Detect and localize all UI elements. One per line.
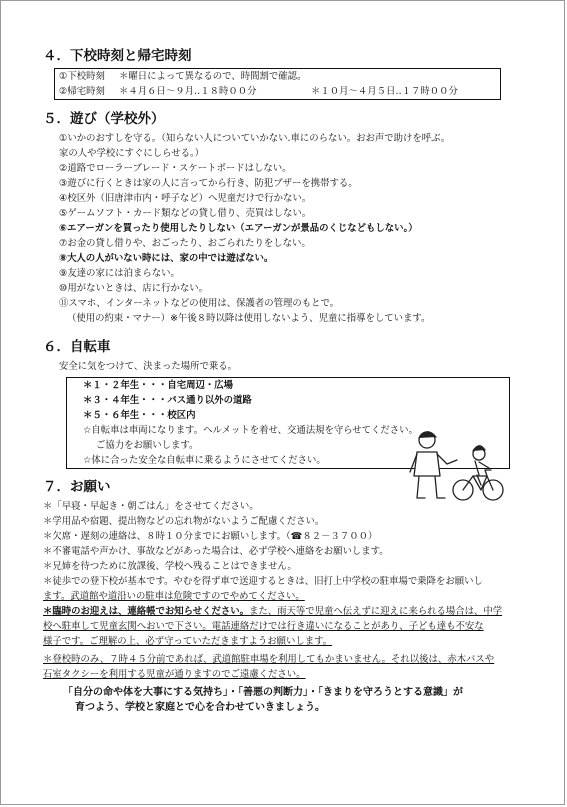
request-item: 様子です。ご理解の上、必ず守っていただきますようお願いします。 (43, 636, 333, 647)
home-time-winter: ＊１０月～４月５日‥１７時００分 (311, 86, 458, 97)
request-item: ＊「早寝・早起き・朝ごはん」をさせてください。 (43, 501, 259, 512)
home-time-summer: ＊４月６日～９月‥１８時００分 (119, 86, 257, 97)
section-4-heading: ４．下校時刻と帰宅時刻 (43, 48, 192, 64)
section-4-box (54, 68, 501, 100)
home-time-label: ②帰宅時刻 (59, 86, 105, 97)
request-item: ＊不審電話や声かけ、事故などがあった場合は、必ず学校へ連絡をお願いします。 (43, 546, 389, 557)
request-item: ＊欠席・遅刻の連絡は、８時１０分までにお願いします。（☎８２－３７００） (43, 531, 378, 542)
request-item: 石室タクシーを利用する児童が通りますのでご遠慮ください。 (43, 669, 306, 680)
temporary-pickup-notice: ＊臨時のお迎えは、連絡帳でお知らせください。 (43, 606, 249, 617)
request-item: ます。武道館や道沿いの駐車は危険ですのでやめてください。 (43, 591, 305, 602)
grade-area-rule: ＊５・６年生・・・校区内 (83, 410, 196, 421)
request-item: ＊兄姉を待つために放課後、学校へ残ることはできません。 (43, 561, 297, 572)
rule-item: ⑨友達の家には泊まらない。 (59, 268, 180, 279)
rule-item: ②道路でローラーブレード・スケートボードはしない。 (59, 163, 292, 174)
request-item: ＊登校時のみ、７時４５分前であれば、武道館駐車場を利用してもかまいません。それ以後は、赤木バスや (43, 654, 495, 665)
request-item: 校へ駐車して児童玄関へおいで下さい。電話連絡だけでは行き違いになることがあり、子ども達も不安な (43, 621, 484, 632)
request-item: ＊学用品や宿題、提出物などの忘れ物がないようご配慮ください。 (43, 516, 325, 527)
rule-item: ⑦お金の貸し借りや、おごったり、おごられたりをしない。 (59, 238, 311, 249)
airgun-rule-note: （エアーガンが景品のくじなどもしない。） (235, 223, 418, 234)
dismissal-time-text: ＊曜日によって異なるので、時間割で確認。 (119, 71, 307, 82)
rule-item: ⑩用がないときは、店に行かない。 (59, 283, 209, 294)
bicycle-note: ☆自転車は車両になります。ヘルメットを着せ、交通法規を守らせてください。 (83, 425, 418, 436)
section-6-heading: ６．自転車 (43, 339, 111, 355)
rule-item: ④校区外（旧唐津市内・呼子など）へ児童だけで行かない。 (59, 193, 312, 204)
airgun-rule: ⑥エアーガンを買ったり使用したりしない (59, 223, 236, 234)
bicycle-note: ご協力をお願いします。 (96, 440, 199, 451)
rule-item: ⑪スマホ、インターネットなどの使用は、保護者の管理のもとで。 (59, 298, 340, 309)
section-7-heading: ７．お願い (43, 479, 111, 495)
rainy-day-pickup-text: また、雨天等で児童へ伝えずに迎えに来られる場合は、中学 (248, 606, 503, 617)
rule-item: ③遊びに行くときは家の人に言ってから行き、防犯ブザーを携帯する。 (59, 178, 358, 189)
grade-area-rule: ＊３・４年生・・・バス通り以外の道路 (83, 395, 252, 406)
dismissal-time-label: ①下校時刻 (59, 71, 105, 82)
bicycle-note: ☆体に合った安全な自転車に乗るようにさせてください。 (83, 455, 326, 466)
rule-item: ①いかのおすしを守る。（知らない人についていかない.車にのらない。おお声で助けを呼ぶ。 (59, 133, 451, 144)
rule-item: ⑤ゲームソフト・カード類などの貸し借り、売買はしない。 (59, 208, 312, 219)
parent-child-bicycle-illustration (405, 426, 505, 504)
closing-message: 育つよう、学校と家庭とで心を合わせていきましょう。 (75, 702, 325, 713)
request-item (43, 605, 502, 619)
section-5-heading: ５．遊び（学校外） (43, 111, 165, 127)
bicycle-intro: 安全に気をつけて、決まった場所で乗る。 (59, 361, 237, 372)
rule-item: （使用の約束・マナー）※午後８時以降は使用しないよう、児童に指導をしています。 (67, 313, 431, 324)
request-item: ＊徒歩での登下校が基本です。やむを得ず車で送迎するときは、旧打上中学校の駐車場で乗降をお願いし (43, 576, 483, 587)
grade-area-rule: ＊１・２年生・・・自宅周辺・広場 (83, 380, 234, 391)
closing-message: 「自分の命や体を大事にする気持ち」・「善悪の判断力」・「きまりを守ろうとする意識」が (63, 687, 463, 698)
rule-item: ⑧大人の人がいない時には、家の中では遊ばない。 (59, 253, 274, 264)
rule-item: 家の人や学校にすぐにしらせる。） (59, 148, 205, 159)
rule-item (59, 222, 418, 236)
